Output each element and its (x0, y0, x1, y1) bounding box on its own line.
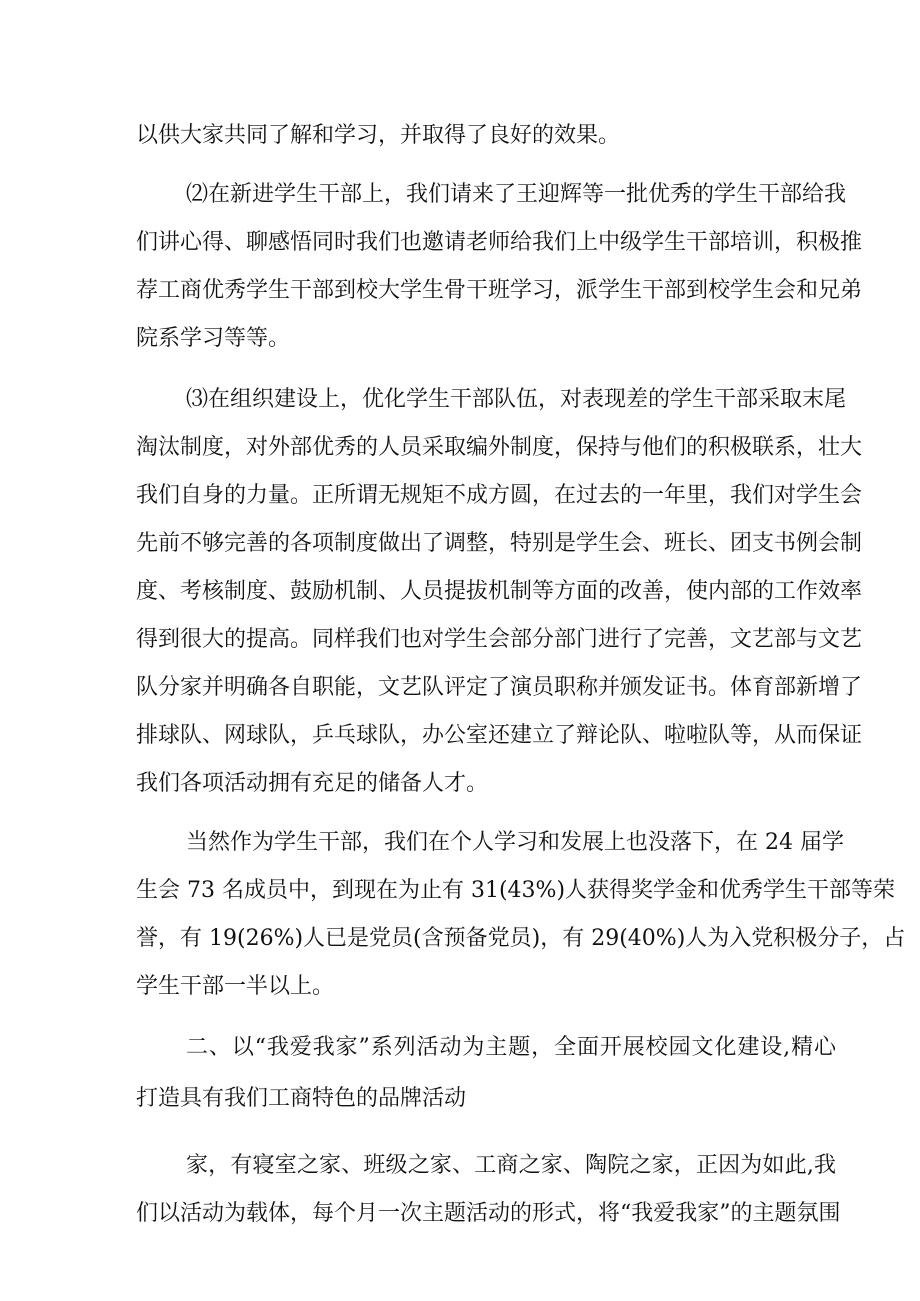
document-body (136, 112, 906, 1237)
text-line: 学生干部一半以上。 (136, 974, 335, 999)
text-line: 排球队、网球队，乒乓球队，办公室还建立了辩论队、啦啦队等，从而保证 (136, 723, 863, 748)
text-line: ⑶在组织建设上，优化学生干部队伍，对表现差的学生干部采取末尾 (186, 387, 847, 412)
text-line: 生会 73 名成员中，到现在为止有 31(43%)人获得奖学金和优秀学生干部等荣 (136, 878, 896, 903)
text-line: ⑵在新进学生干部上，我们请来了王迎辉等一批优秀的学生干部给我 (186, 182, 847, 207)
text-line: 誉，有 19(26%)人已是党员(含预备党员)，有 29(40%)人为入党积极分子，占 (136, 926, 906, 951)
text-line: 度、考核制度、鼓励机制、人员提拔机制等方面的改善，使内部的工作效率 (136, 579, 863, 604)
text-line: 淘汰制度，对外部优秀的人员采取编外制度，保持与他们的积极联系，壮大 (136, 435, 863, 460)
text-line: 先前不够完善的各项制度做出了调整，特别是学生会、班长、团支书例会制 (136, 531, 863, 556)
text-line: 荐工商优秀学生干部到校大学生骨干班学习，派学生干部到校学生会和兄弟 (136, 278, 863, 303)
section-heading-line: 二、以“我爱我家”系列活动为主题，全面开展校园文化建设,精心 (186, 1035, 836, 1060)
text-line: 队分家并明确各自职能，文艺队评定了演员职称并颁发证书。体育部新增了 (136, 675, 863, 700)
text-line: 家，有寝室之家、班级之家、工商之家、陶院之家，正因为如此,我 (186, 1153, 836, 1178)
text-line: 我们各项活动拥有充足的储备人才。 (136, 771, 489, 796)
text-line: 院系学习等等。 (136, 326, 291, 351)
text-line: 我们自身的力量。正所谓无规矩不成方圆，在过去的一年里，我们对学生会 (136, 483, 863, 508)
text-line: 以供大家共同了解和学习，并取得了良好的效果。 (136, 123, 621, 148)
text-line: 得到很大的提高。同样我们也对学生会部分部门进行了完善，文艺部与文艺 (136, 627, 863, 652)
text-line: 当然作为学生干部，我们在个人学习和发展上也没落下，在 24 届学 (186, 830, 844, 855)
section-heading-line: 打造具有我们工商特色的品牌活动 (136, 1086, 467, 1111)
text-line: 们讲心得、聊感悟同时我们也邀请老师给我们上中级学生干部培训，积极推 (136, 230, 863, 255)
text-line: 们以活动为载体，每个月一次主题活动的形式，将“我爱我家”的主题氛围 (136, 1201, 841, 1226)
